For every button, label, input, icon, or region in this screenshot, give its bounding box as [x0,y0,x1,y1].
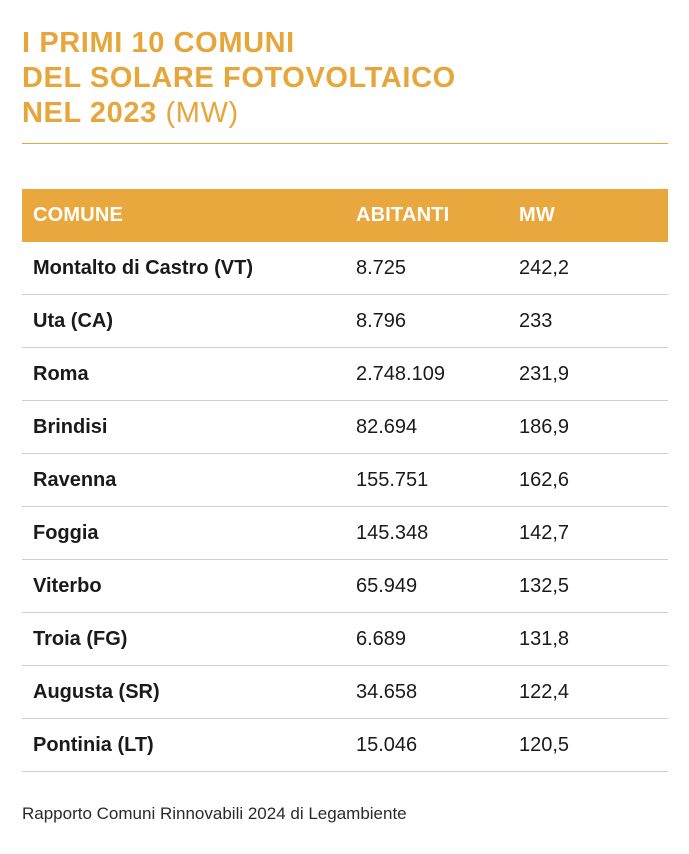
data-table [22,189,668,772]
cell-abitanti: 8.796 [356,309,407,332]
header-mw: MW [519,204,555,226]
cell-abitanti: 155.751 [356,468,429,491]
title-line-1: I PRIMI 10 COMUNI [22,27,295,59]
header-comune: COMUNE [33,204,124,226]
cell-mw: 122,4 [519,680,570,703]
table-row [22,613,668,666]
title-line-2: DEL SOLARE FOTOVOLTAICO [22,62,456,94]
title-year-text: NEL 2023 [22,97,157,129]
cell-comune: Montalto di Castro (VT) [33,256,253,279]
cell-abitanti: 65.949 [356,574,418,597]
table-row [22,242,668,295]
table-row [22,507,668,560]
title-unit: (MW) [165,97,239,129]
cell-comune: Brindisi [33,415,108,438]
table-row [22,560,668,613]
cell-comune: Roma [33,362,89,385]
cell-mw: 120,5 [519,733,570,756]
cell-comune: Augusta (SR) [33,680,160,703]
cell-mw: 131,8 [519,627,570,650]
cell-mw: 186,9 [519,415,570,438]
cell-comune: Ravenna [33,468,117,491]
cell-mw: 233 [519,309,553,332]
cell-mw: 132,5 [519,574,570,597]
table-row [22,454,668,507]
cell-comune: Viterbo [33,574,102,597]
table-row [22,719,668,772]
table-row [22,666,668,719]
cell-mw: 162,6 [519,468,570,491]
title-divider [22,143,668,144]
cell-abitanti: 82.694 [356,415,418,438]
cell-abitanti: 8.725 [356,256,407,279]
title-line-3 [22,96,668,131]
cell-abitanti: 2.748.109 [356,362,445,385]
table-row [22,295,668,348]
cell-comune: Foggia [33,521,99,544]
cell-mw: 242,2 [519,256,570,279]
chart-title [22,26,668,131]
table-row [22,348,668,401]
cell-comune: Uta (CA) [33,309,113,332]
cell-abitanti: 34.658 [356,680,418,703]
cell-mw: 231,9 [519,362,570,385]
source-note: Rapporto Comuni Rinnovabili 2024 di Legambiente [22,804,407,823]
cell-comune: Troia (FG) [33,627,128,650]
header-abitanti: ABITANTI [356,204,450,226]
cell-abitanti: 15.046 [356,733,418,756]
table-body [22,242,668,772]
cell-abitanti: 145.348 [356,521,429,544]
table-header-row [22,189,668,242]
cell-mw: 142,7 [519,521,570,544]
cell-abitanti: 6.689 [356,627,407,650]
cell-comune: Pontinia (LT) [33,733,154,756]
table-row [22,401,668,454]
